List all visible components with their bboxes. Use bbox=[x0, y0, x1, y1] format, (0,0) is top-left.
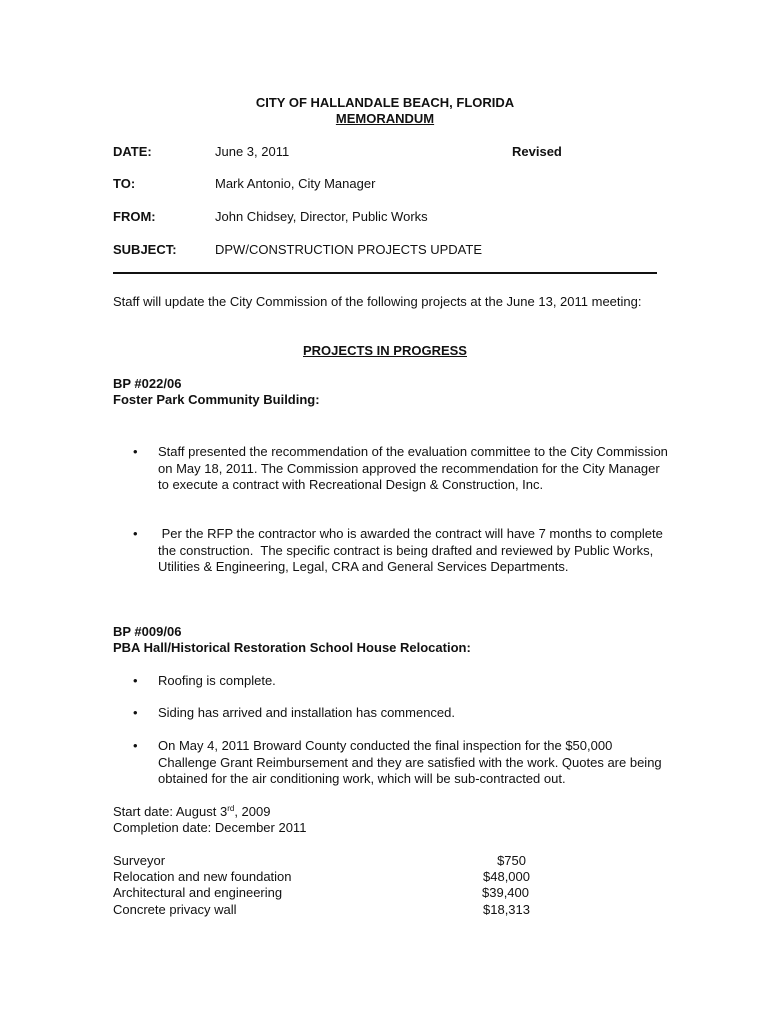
bullet-text: On May 4, 2011 Broward County conducted the final inspection for the $50,000 Challenge Grant Reimbursement and they are satisfied with the work. Quotes are being obtained for the air conditioning work, which will be sub-contracted out. bbox=[158, 738, 662, 786]
project-name: Foster Park Community Building: bbox=[113, 392, 320, 407]
cost-amount: $750 bbox=[497, 853, 526, 868]
to-label: TO: bbox=[113, 176, 136, 191]
bullet-icon: • bbox=[133, 526, 138, 541]
memo-title: MEMORANDUM bbox=[335, 111, 435, 126]
cost-amount: $39,400 bbox=[482, 885, 529, 900]
subject-value: DPW/CONSTRUCTION PROJECTS UPDATE bbox=[215, 242, 482, 257]
project-number: BP #009/06 bbox=[113, 624, 182, 639]
start-date: Start date: August 3rd, 2009 bbox=[113, 804, 271, 819]
cost-amount: $48,000 bbox=[483, 869, 530, 884]
bullet-icon: • bbox=[133, 738, 138, 753]
to-value: Mark Antonio, City Manager bbox=[215, 176, 376, 191]
revised-label: Revised bbox=[512, 144, 562, 159]
bullet-icon: • bbox=[133, 705, 138, 720]
city-title: CITY OF HALLANDALE BEACH, FLORIDA bbox=[255, 95, 515, 110]
intro-paragraph: Staff will update the City Commission of the following projects at the June 13, 2011 meeting: bbox=[113, 294, 642, 309]
cost-item: Relocation and new foundation bbox=[113, 869, 292, 884]
project-name: PBA Hall/Historical Restoration School House Relocation: bbox=[113, 640, 471, 655]
bullet-text: Staff presented the recommendation of the evaluation committee to the City Commission on May 18, 2011. The Commission approved the recommendation for the City Manager to execute a contract with Recreational Design & Construction, Inc. bbox=[158, 444, 668, 492]
subject-label: SUBJECT: bbox=[113, 242, 177, 257]
section-title: PROJECTS IN PROGRESS bbox=[303, 343, 467, 358]
project-number: BP #022/06 bbox=[113, 376, 182, 391]
bullet-icon: • bbox=[133, 444, 138, 459]
date-label: DATE: bbox=[113, 144, 152, 159]
header-divider bbox=[113, 272, 657, 274]
cost-item: Surveyor bbox=[113, 853, 166, 868]
cost-item: Concrete privacy wall bbox=[113, 902, 237, 917]
bullet-text: Siding has arrived and installation has commenced. bbox=[158, 705, 456, 720]
from-label: FROM: bbox=[113, 209, 156, 224]
bullet-text: Roofing is complete. bbox=[158, 673, 276, 688]
cost-amount: $18,313 bbox=[483, 902, 530, 917]
date-value: June 3, 2011 bbox=[215, 144, 290, 159]
completion-date: Completion date: December 2011 bbox=[113, 820, 307, 835]
bullet-text: Per the RFP the contractor who is awarded the contract will have 7 months to complete the construction. The specific contract is being drafted and reviewed by Public Works, Utilities & Engineering, Legal, CRA and General Services Departments. bbox=[158, 526, 667, 574]
from-value: John Chidsey, Director, Public Works bbox=[215, 209, 428, 224]
bullet-icon: • bbox=[133, 673, 138, 688]
cost-item: Architectural and engineering bbox=[113, 885, 283, 900]
